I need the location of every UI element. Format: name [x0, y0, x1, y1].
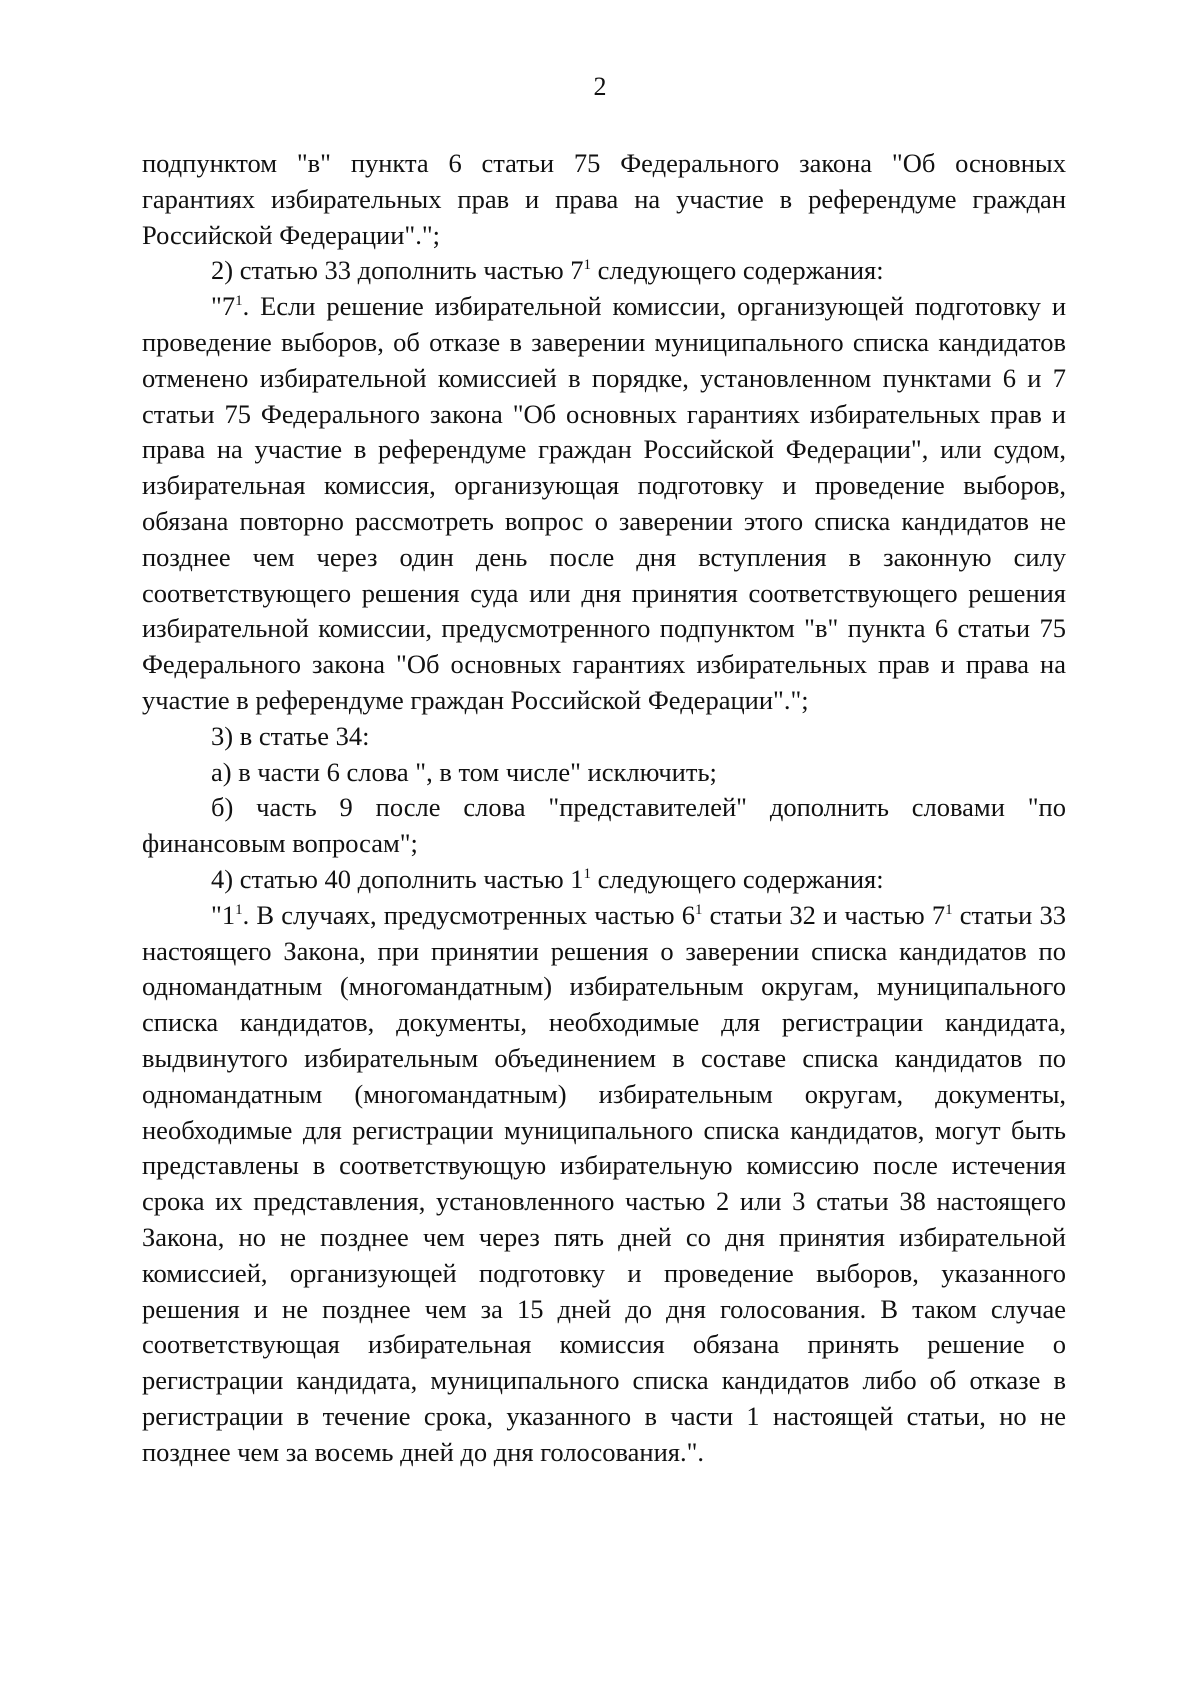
- superscript: 1: [235, 293, 243, 310]
- text-run: "7: [211, 291, 236, 322]
- text-run: 4) статью 40 дополнить частью 1: [211, 863, 584, 894]
- paragraph: [142, 790, 1066, 862]
- superscript: 1: [694, 901, 703, 918]
- text-run: статьи 33 настоящего Закона, при принятии решения о заверении списка кандидатов по одномандатным (многомандатным) избирательным округам, муниципального списка кандидатов, документы, необходимые для регистрации кандидата, выдвинутого избирательным объединением в составе списка кандидатов по одномандатным (многомандатным) избирательным округам, документы, необходимые для регистрации муниципального списка кандидатов, могут быть представлены в соответствующую избирательную комиссию после истечения срока их представления, установленного частью 2 или 3 статьи 38 настоящего Закона, но не позднее чем через пять дней со дня принятия избирательной комиссией, организующей подготовку и проведение выборов, указанного решения и не позднее чем за 15 дней до дня голосования. В таком случае соответствующая избирательная комиссия обязана принять решение о регистрации кандидата, муниципального списка кандидатов либо об отказе в регистрации в течение срока, указанного в части 1 настоящей статьи, но не позднее чем за восемь дней до дня голосования.".: [142, 899, 1066, 1467]
- document-body: [142, 146, 1066, 1470]
- page-number: 2: [593, 72, 607, 101]
- superscript: 1: [945, 901, 953, 918]
- paragraph: [142, 898, 1066, 1471]
- text-run: 2) статью 33 дополнить частью 7: [211, 255, 584, 286]
- text-run: . Если решение избирательной комиссии, организующей подготовку и проведение выборов, об отказе в заверении муниципального списка кандидатов отменено избирательной комиссией в порядке, установленном пунктами 6 и 7 статьи 75 Федерального закона "Об основных гарантиях избирательных прав и права на участие в референдуме граждан Российской Федерации", или судом, избирательная комиссия, организующая подготовку и проведение выборов, обязана повторно рассмотреть вопрос о заверении этого списка кандидатов не позднее чем через один день после дня вступления в законную силу соответствующего решения суда или дня принятия соответствующего решения избирательной комиссии, предусмотренного подпунктом "в" пункта 6 статьи 75 Федерального закона "Об основных гарантиях избирательных прав и права на участие в референдуме граждан Российской Федерации".";: [142, 291, 1066, 715]
- paragraph: [142, 253, 1066, 289]
- text-run: следующего содержания:: [591, 863, 884, 894]
- text-run: подпунктом "в" пункта 6 статьи 75 Федерального закона "Об основных гарантиях избирательных прав и права на участие в референдуме граждан Российской Федерации".";: [142, 148, 1066, 250]
- paragraph: [142, 755, 1066, 791]
- superscript: 1: [583, 865, 592, 882]
- text-run: б) часть 9 после слова "представителей" дополнить словами "по финансовым вопросам";: [142, 792, 1066, 859]
- superscript: 1: [583, 257, 592, 274]
- text-run: "1: [211, 899, 236, 930]
- text-run: . В случаях, предусмотренных частью 6: [242, 899, 695, 930]
- paragraph: [142, 146, 1066, 253]
- text-run: статьи 32 и частью 7: [702, 899, 946, 930]
- paragraph: [142, 289, 1066, 719]
- paragraph: [142, 719, 1066, 755]
- text-run: а) в части 6 слова ", в том числе" исключить;: [211, 756, 717, 787]
- text-run: 3) в статье 34:: [211, 720, 370, 751]
- superscript: 1: [235, 901, 243, 918]
- text-run: следующего содержания:: [591, 255, 884, 286]
- paragraph: [142, 862, 1066, 898]
